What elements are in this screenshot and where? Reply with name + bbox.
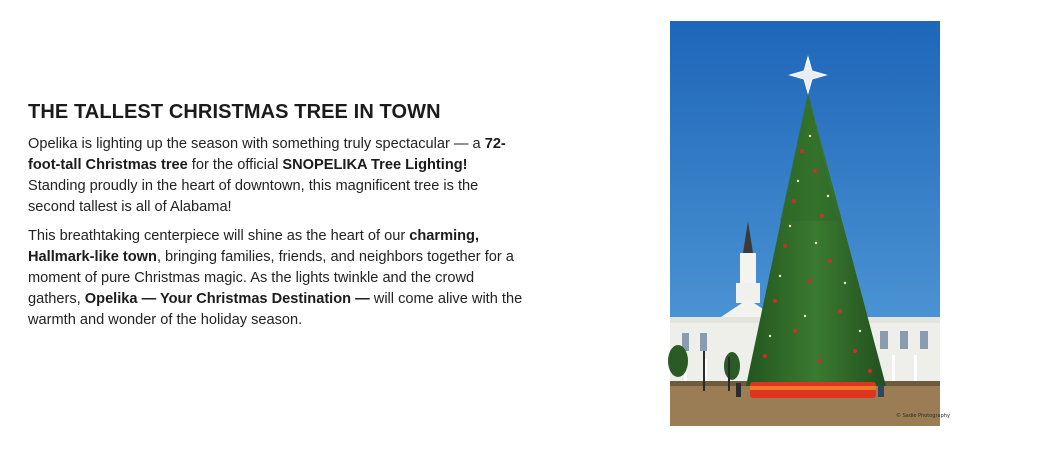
intro-text-2: for the official xyxy=(187,157,283,173)
intro-paragraph xyxy=(28,134,528,218)
christmas-tree-photo xyxy=(670,21,950,426)
photo-watermark: © Sadie Photography xyxy=(896,413,950,419)
intro-text-1: Opelika is lighting up the season with something truly spectacular — a xyxy=(28,136,485,152)
detail-text-3: will come alive with the warmth and wonder of the holiday season. xyxy=(28,291,523,328)
intro-text-3: Standing proudly in the heart of downtown, this magnificent tree is the second tallest is all of Alabama! xyxy=(28,178,479,215)
destination-highlight: Opelika — Your Christmas Destination — xyxy=(84,291,370,307)
section-heading: THE TALLEST CHRISTMAS TREE IN TOWN xyxy=(28,101,441,123)
town-highlight: charming, Hallmark-like town xyxy=(28,228,480,265)
detail-paragraph xyxy=(28,226,528,331)
tree-height-highlight: 72-foot-tall Christmas tree xyxy=(28,136,506,173)
detail-text-1: This breathtaking centerpiece will shine as the heart of our xyxy=(28,228,410,244)
feature-text-block xyxy=(28,100,528,339)
detail-text-2: , bringing families, friends, and neighbors together for a moment of pure Christmas magic. As the lights twinkle and the crowd gathers, xyxy=(28,249,514,307)
event-name-highlight: SNOPELIKA Tree Lighting! xyxy=(282,157,468,173)
